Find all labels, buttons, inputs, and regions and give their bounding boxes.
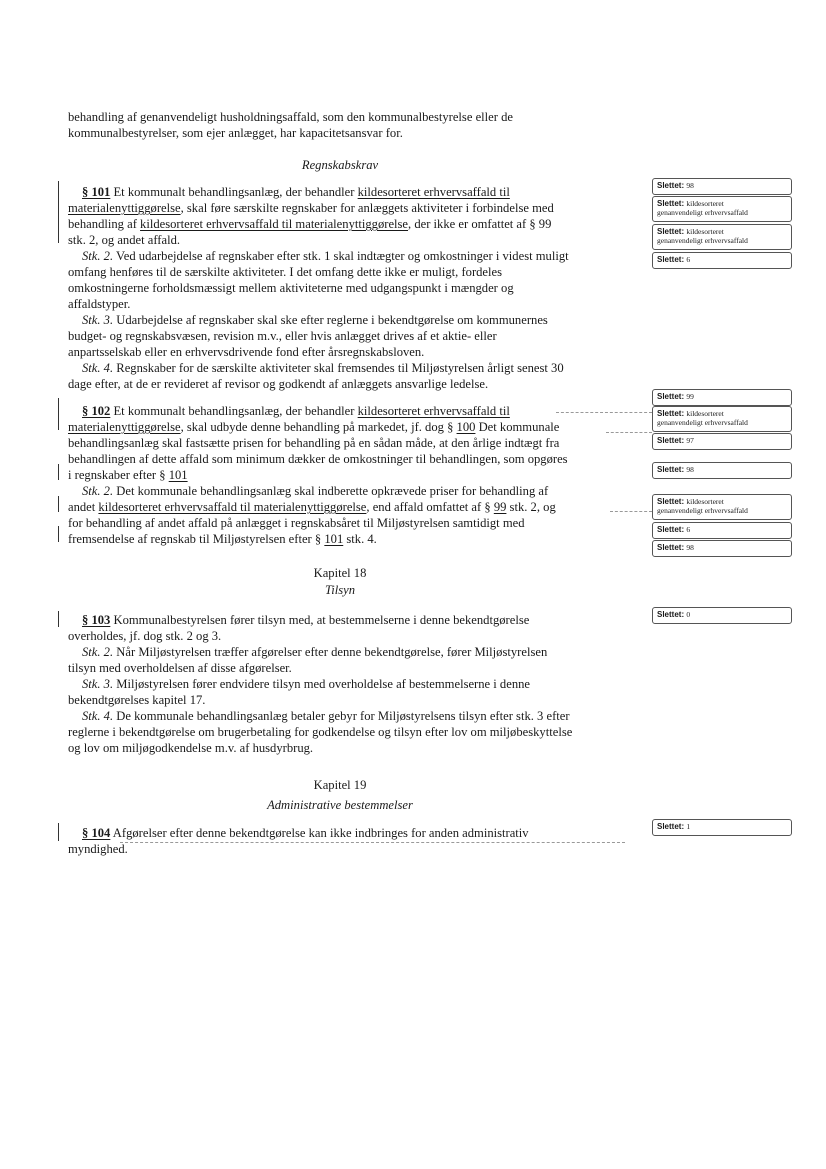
- paragraph-line: omfang henføres til de særskilte aktiviteter. I det omfang dette ikke er muligt, fordeles: [68, 265, 503, 279]
- deletion-balloon[interactable]: Slettet: 0: [652, 607, 792, 624]
- paragraph-line: behandling af genanvendeligt husholdningsaffald, som den kommunalbestyrelse eller de: [68, 110, 513, 124]
- chapter-heading: Kapitel 18: [313, 566, 367, 580]
- paragraph-line: § 101 Et kommunalt behandlingsanlæg, der behandler kildesorteret erhvervsaffald til: [82, 185, 510, 199]
- inserted-text: materialenyttiggørelse: [68, 201, 181, 215]
- change-bar: [58, 526, 59, 542]
- deletion-balloon[interactable]: Slettet: kildesorteret genanvendeligt erhvervsaffald: [652, 406, 792, 432]
- inserted-text: kildesorteret erhvervsaffald til: [357, 185, 510, 199]
- deletion-balloon[interactable]: Slettet: kildesorteret genanvendeligt erhvervsaffald: [652, 224, 792, 250]
- deletion-balloon[interactable]: Slettet: kildesorteret genanvendeligt erhvervsaffald: [652, 494, 792, 520]
- section-number: § 102: [82, 404, 111, 418]
- inserted-text: kildesorteret erhvervsaffald til: [357, 404, 510, 418]
- paragraph-line: § 102 Et kommunalt behandlingsanlæg, der behandler kildesorteret erhvervsaffald til: [82, 404, 510, 418]
- paragraph-line: Stk. 3. Udarbejdelse af regnskaber skal ske efter reglerne i bekendtgørelse om kommunernes: [82, 313, 548, 327]
- deletion-balloon[interactable]: Slettet: kildesorteret genanvendeligt erhvervsaffald: [652, 196, 792, 222]
- comment-connector: [606, 432, 652, 433]
- paragraph-line: tilsyn med overholdelsen af disse afgørelser.: [68, 661, 292, 675]
- paragraph-line: reglerne i bekendtgørelse om brugerbetaling for godkendelse og tilsyn efter lov om miljøbeskyttelse: [68, 725, 573, 739]
- inserted-text: kildesorteret erhvervsaffald til materialenyttiggørelse: [98, 500, 367, 514]
- change-bar: [58, 823, 59, 841]
- section-number: § 101: [82, 185, 111, 199]
- chapter-subheading: Administrative bestemmelser: [267, 798, 413, 812]
- paragraph-line: budget- og regnskabsvæsen, revision m.v., eller hvis anlægget drives af et aktie- eller: [68, 329, 497, 343]
- paragraph-line: materialenyttiggørelse, skal udbyde denne behandling på markedet, jf. dog § 100 Det kommunale: [68, 420, 560, 434]
- inserted-text: materialenyttiggørelse: [68, 420, 181, 434]
- paragraph-line: Stk. 4. De kommunale behandlingsanlæg betaler gebyr for Miljøstyrelsens tilsyn efter stk. 3 efter: [82, 709, 570, 723]
- paragraph-line: Stk. 2. Ved udarbejdelse af regnskaber efter stk. 1 skal indtægter og omkostninger i videst muligt: [82, 249, 569, 263]
- paragraph-line: Stk. 4. Regnskaber for de særskilte aktiviteter skal fremsendes til Miljøstyrelsen årligt senest 30: [82, 361, 564, 375]
- paragraph-line: § 104 Afgørelser efter denne bekendtgørelse kan ikke indbringes for anden administrativ: [82, 826, 529, 840]
- section-number: § 104: [82, 826, 111, 840]
- paragraph-line: § 103 Kommunalbestyrelsen fører tilsyn med, at bestemmelserne i denne bekendtgørelse: [82, 613, 530, 627]
- paragraph-line: og lov om miljøgodkendelse m.v. af husdyrbrug.: [68, 741, 314, 755]
- deletion-balloon[interactable]: Slettet: 98: [652, 462, 792, 479]
- deletion-balloon[interactable]: Slettet: 97: [652, 433, 792, 450]
- paragraph-line: affaldstyper.: [68, 297, 131, 311]
- deletion-balloon[interactable]: Slettet: 98: [652, 540, 792, 557]
- paragraph-line: andet kildesorteret erhvervsaffald til materialenyttiggørelse, end affald omfattet af § 99 stk. 2, og: [68, 500, 556, 514]
- paragraph-line: kommunalbestyrelser, som ejer anlægget, har kapacitetsansvar for.: [68, 126, 403, 140]
- paragraph-line: i regnskaber efter § 101: [68, 468, 188, 482]
- paragraph-line: behandlingsanlæg skal fastsætte prisen for behandling på en sådan måde, at den årlige indtægt fra: [68, 436, 560, 450]
- paragraph-line: Stk. 3. Miljøstyrelsen fører endvidere tilsyn med overholdelse af bestemmelserne i denne: [82, 677, 531, 691]
- paragraph-line: dage efter, at de er revideret af revisor og godkendt af anlæggets ansvarlige ledelse.: [68, 377, 489, 391]
- comment-connector: [610, 511, 652, 512]
- chapter-subheading: Tilsyn: [324, 583, 356, 597]
- deletion-balloon[interactable]: Slettet: 98: [652, 178, 792, 195]
- paragraph-line: Stk. 2. Når Miljøstyrelsen træffer afgørelser efter denne bekendtgørelse, fører Miljøstyrelsen: [82, 645, 548, 659]
- deletion-balloon[interactable]: Slettet: 6: [652, 252, 792, 269]
- change-bar: [58, 398, 59, 430]
- section-heading: Regnskabskrav: [301, 158, 379, 172]
- comment-connector: [556, 412, 652, 413]
- paragraph-line: for behandling af andet affald på anlægget i regnskabsåret til Miljøstyrelsen samtidigt med: [68, 516, 525, 530]
- paragraph-line: anpartsselskab eller en erhvervsdrivende fond efter årsregnskabsloven.: [68, 345, 425, 359]
- change-bar: [58, 464, 59, 480]
- deletion-balloon[interactable]: Slettet: 6: [652, 522, 792, 539]
- deletion-balloon[interactable]: Slettet: 1: [652, 819, 792, 836]
- paragraph-line: stk. 2, og andet affald.: [68, 233, 181, 247]
- paragraph-line: omkostningerne forholdsmæssigt mellem aktiviteterne med udgangspunkt i mængder og: [68, 281, 514, 295]
- deletion-balloon[interactable]: Slettet: 99: [652, 389, 792, 406]
- paragraph-line: behandling af kildesorteret erhvervsaffald til materialenyttiggørelse, der ikke er omfattet af § 99: [68, 217, 552, 231]
- change-bar: [58, 611, 59, 627]
- comment-connector: [120, 842, 625, 843]
- change-bar: [58, 181, 59, 243]
- paragraph-line: behandlingen af dette affald som minimum dækker de omkostninger til behandlingen, som opgøres: [68, 452, 568, 466]
- section-number: § 103: [82, 613, 111, 627]
- paragraph-line: bekendtgørelses kapitel 17.: [68, 693, 206, 707]
- paragraph-line: Stk. 2. Det kommunale behandlingsanlæg skal indberette opkrævede priser for behandling af: [82, 484, 549, 498]
- change-bar: [58, 496, 59, 512]
- paragraph-line: overholdes, jf. dog stk. 2 og 3.: [68, 629, 222, 643]
- paragraph-line: fremsendelse af regnskab til Miljøstyrelsen efter § 101 stk. 4.: [68, 532, 377, 546]
- chapter-heading: Kapitel 19: [313, 778, 367, 792]
- paragraph-line: materialenyttiggørelse, skal føre særskilte regnskaber for anlæggets aktiviteter i forbindelse med: [68, 201, 554, 215]
- paragraph-line: myndighed.: [68, 842, 128, 856]
- inserted-text: kildesorteret erhvervsaffald til materialenyttiggørelse: [140, 217, 409, 231]
